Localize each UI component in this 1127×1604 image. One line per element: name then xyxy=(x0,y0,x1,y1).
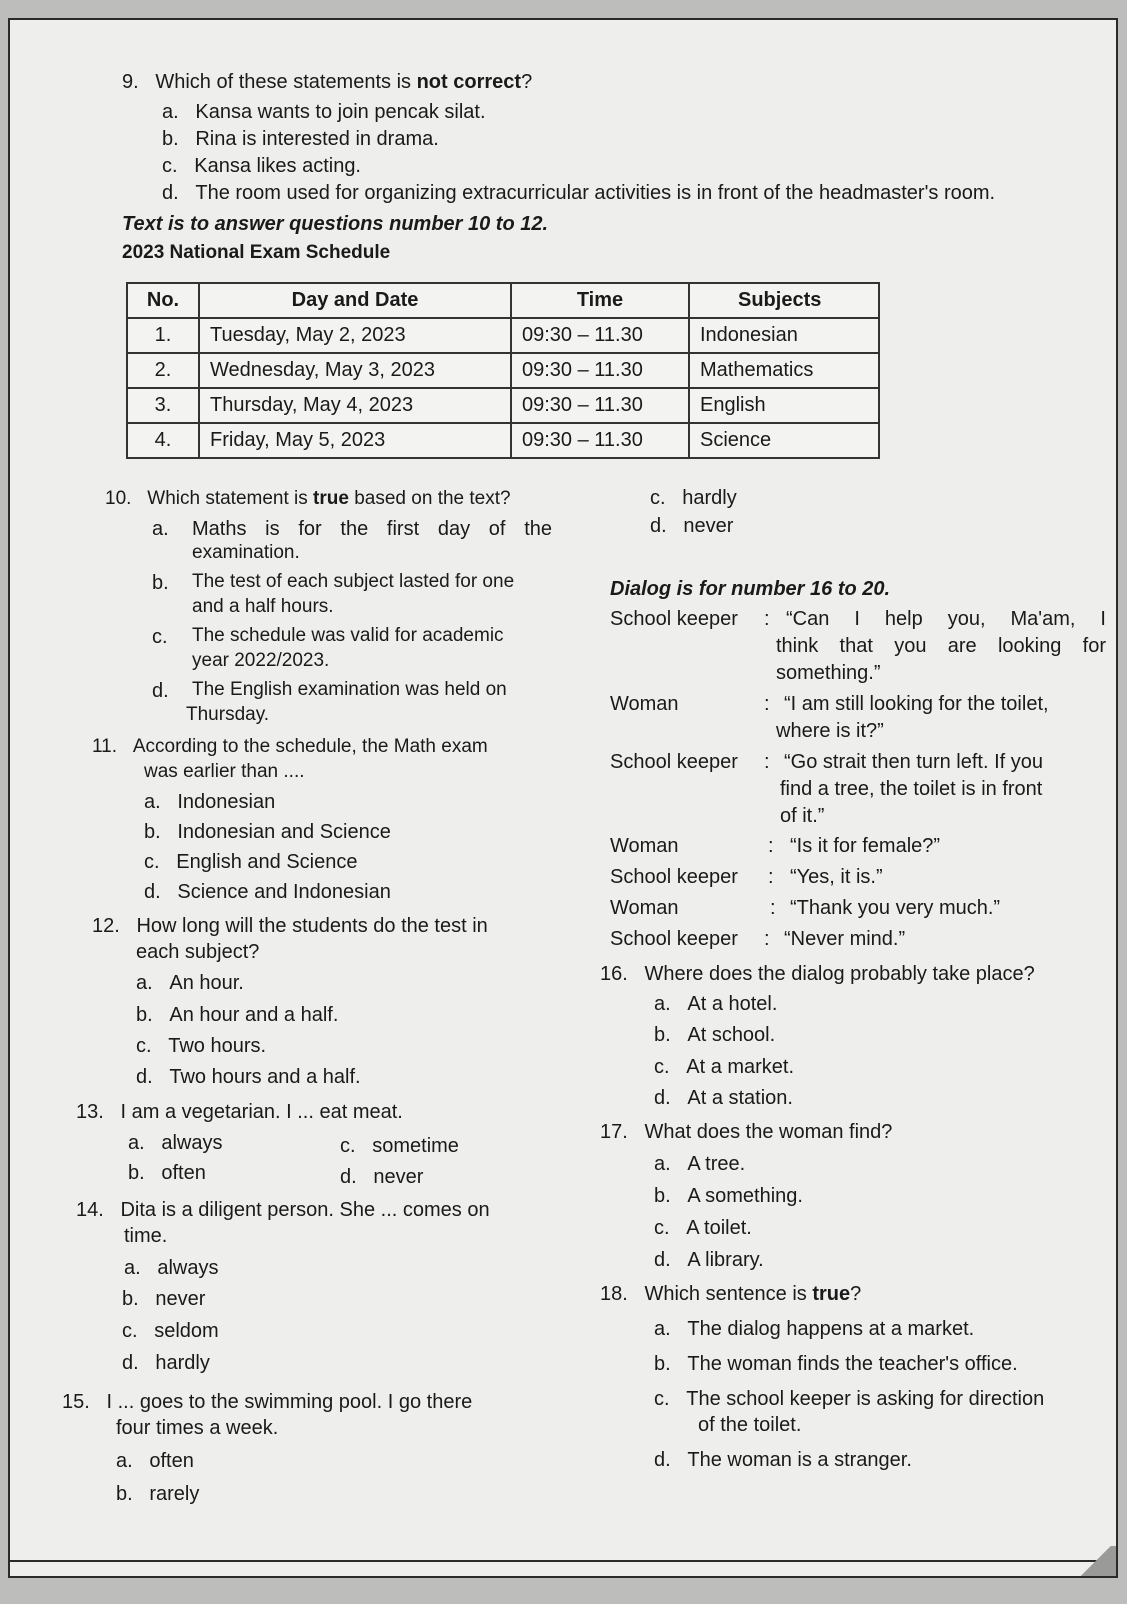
table-row xyxy=(127,423,879,458)
page-corner xyxy=(1076,1546,1116,1576)
table-row xyxy=(127,388,879,423)
q12-stem-line2: each subject? xyxy=(136,941,260,963)
header-subjects: Subjects xyxy=(689,283,879,318)
table-row xyxy=(127,318,879,353)
q9-option-c: c. Kansa likes acting. xyxy=(162,155,361,177)
header-time: Time xyxy=(511,283,689,318)
dialog-sep: : xyxy=(768,866,774,888)
q18-option-d: d. The woman is a stranger. xyxy=(654,1449,912,1471)
cell-time: 09:30 – 11.30 xyxy=(511,318,689,353)
q11-stem-line2: was earlier than .... xyxy=(144,761,305,782)
dialog-speaker: School keeper xyxy=(610,608,738,630)
q13-option-d: d. never xyxy=(340,1166,424,1188)
cell-subject: English xyxy=(689,388,879,423)
q10-option-c-letter: c. xyxy=(152,626,168,648)
q15-option-c: c. hardly xyxy=(650,487,737,509)
cell-subject: Mathematics xyxy=(689,353,879,388)
cell-no: 3. xyxy=(127,388,199,423)
q17-option-a: a. A tree. xyxy=(654,1153,746,1175)
q16-option-c: c. At a market. xyxy=(654,1056,795,1078)
dialog-speaker: Woman xyxy=(610,835,679,857)
q13-stem: 13. I am a vegetarian. I ... eat meat. xyxy=(76,1101,403,1123)
exam-schedule-table xyxy=(126,282,880,459)
cell-subject: Science xyxy=(689,423,879,458)
q17-option-d: d. A library. xyxy=(654,1249,764,1271)
q13-option-a: a. always xyxy=(128,1132,223,1154)
dialog-sep: : xyxy=(764,928,770,950)
q14-option-d: d. hardly xyxy=(122,1352,210,1374)
dialog-speaker: Woman xyxy=(610,897,679,919)
q10-option-b-letter: b. xyxy=(152,572,169,594)
q16-option-b: b. At school. xyxy=(654,1024,776,1046)
q13-option-b: b. often xyxy=(128,1162,206,1184)
dialog-line: “Go strait then turn left. If you xyxy=(784,751,1044,773)
q10-option-b-line2: and a half hours. xyxy=(192,596,334,617)
dialog-line: “Can I help you, Ma'am, I xyxy=(786,608,1106,630)
q14-stem-line2: time. xyxy=(124,1225,168,1247)
cell-day: Tuesday, May 2, 2023 xyxy=(199,318,511,353)
q12-stem-line1: 12. How long will the students do the test in xyxy=(92,915,488,937)
cell-subject: Indonesian xyxy=(689,318,879,353)
dialog-line: find a tree, the toilet is in front xyxy=(780,778,1043,800)
q17-option-b: b. A something. xyxy=(654,1185,803,1207)
q15-option-a: a. often xyxy=(116,1450,194,1472)
q18-option-c-line2: of the toilet. xyxy=(698,1414,802,1436)
q10-option-a-letter: a. xyxy=(152,518,169,540)
q14-stem-line1: 14. Dita is a diligent person. She ... comes on xyxy=(76,1199,490,1221)
q15-option-d: d. never xyxy=(650,515,734,537)
q9-option-b: b. Rina is interested in drama. xyxy=(162,128,439,150)
dialog-line: of it.” xyxy=(780,805,825,827)
cell-no: 1. xyxy=(127,318,199,353)
dialog-speaker: School keeper xyxy=(610,751,738,773)
dialog-line: “Thank you very much.” xyxy=(790,897,1001,919)
q18-option-a: a. The dialog happens at a market. xyxy=(654,1318,975,1340)
q12-option-c: c. Two hours. xyxy=(136,1035,267,1057)
q10-option-c-line1: The schedule was valid for academic xyxy=(192,625,504,646)
dialog-speaker: School keeper xyxy=(610,928,738,950)
dialog-line: “Never mind.” xyxy=(784,928,906,950)
q10-option-d-letter: d. xyxy=(152,680,169,702)
dialog-line: where is it?” xyxy=(776,720,884,742)
dialog-line: think that you are looking for xyxy=(776,635,1106,657)
dialog-line: something.” xyxy=(776,662,881,684)
q13-option-c: c. sometime xyxy=(340,1135,459,1157)
cell-time: 09:30 – 11.30 xyxy=(511,423,689,458)
q14-option-a: a. always xyxy=(124,1257,219,1279)
header-day: Day and Date xyxy=(199,283,511,318)
q10-option-a-line1: Maths is for the first day of the xyxy=(192,518,552,540)
q15-stem-line2: four times a week. xyxy=(116,1417,279,1439)
q11-stem-line1: 11. According to the schedule, the Math exam xyxy=(92,736,488,757)
exam-paper xyxy=(8,18,1118,1578)
q16-option-d: d. At a station. xyxy=(654,1087,793,1109)
dialog-speaker: School keeper xyxy=(610,866,738,888)
dialog-speaker: Woman xyxy=(610,693,679,715)
dialog-sep: : xyxy=(764,608,770,630)
cell-time: 09:30 – 11.30 xyxy=(511,388,689,423)
dialog-sep: : xyxy=(764,751,770,773)
q17-option-c: c. A toilet. xyxy=(654,1217,752,1239)
cell-day: Friday, May 5, 2023 xyxy=(199,423,511,458)
cell-time: 09:30 – 11.30 xyxy=(511,353,689,388)
table-header-row xyxy=(127,283,879,318)
q11-option-d: d. Science and Indonesian xyxy=(144,881,391,903)
text-intro: Text is to answer questions number 10 to 12. xyxy=(122,213,549,235)
q11-option-a: a. Indonesian xyxy=(144,791,276,813)
q16-option-a: a. At a hotel. xyxy=(654,993,778,1015)
bottom-rule xyxy=(10,1560,1116,1562)
q10-option-d-line2: Thursday. xyxy=(186,704,270,725)
q18-stem: 18. Which sentence is true? xyxy=(600,1283,862,1305)
cell-day: Wednesday, May 3, 2023 xyxy=(199,353,511,388)
dialog-line: “I am still looking for the toilet, xyxy=(784,693,1049,715)
schedule-title: 2023 National Exam Schedule xyxy=(122,242,391,263)
q9-option-a: a. Kansa wants to join pencak silat. xyxy=(162,101,486,123)
q15-option-b: b. rarely xyxy=(116,1483,200,1505)
dialog-intro: Dialog is for number 16 to 20. xyxy=(610,578,891,600)
cell-day: Thursday, May 4, 2023 xyxy=(199,388,511,423)
q10-option-b-line1: The test of each subject lasted for one xyxy=(192,571,515,592)
q9-stem: 9. Which of these statements is not correct? xyxy=(122,71,533,93)
q9-option-d: d. The room used for organizing extracurricular activities is in front of the headmaster's room. xyxy=(162,182,996,204)
dialog-sep: : xyxy=(768,835,774,857)
q14-option-b: b. never xyxy=(122,1288,206,1310)
table-row xyxy=(127,353,879,388)
header-no: No. xyxy=(127,283,199,318)
q15-stem-line1: 15. I ... goes to the swimming pool. I go there xyxy=(62,1391,473,1413)
dialog-sep: : xyxy=(770,897,776,919)
q10-stem: 10. Which statement is true based on the text? xyxy=(105,488,511,509)
cell-no: 4. xyxy=(127,423,199,458)
dialog-line: “Is it for female?” xyxy=(790,835,941,857)
q11-option-b: b. Indonesian and Science xyxy=(144,821,391,843)
q14-option-c: c. seldom xyxy=(122,1320,219,1342)
dialog-sep: : xyxy=(764,693,770,715)
q12-option-b: b. An hour and a half. xyxy=(136,1004,339,1026)
q10-option-c-line2: year 2022/2023. xyxy=(192,650,330,671)
dialog-line: “Yes, it is.” xyxy=(790,866,883,888)
q18-option-b: b. The woman finds the teacher's office. xyxy=(654,1353,1018,1375)
q12-option-d: d. Two hours and a half. xyxy=(136,1066,361,1088)
q16-stem: 16. Where does the dialog probably take place? xyxy=(600,963,1035,985)
q17-stem: 17. What does the woman find? xyxy=(600,1121,893,1143)
q18-option-c-line1: c. The school keeper is asking for direction xyxy=(654,1388,1045,1410)
q10-option-a-line2: examination. xyxy=(192,542,300,563)
q10-option-d-line1: The English examination was held on xyxy=(192,679,507,700)
cell-no: 2. xyxy=(127,353,199,388)
q12-option-a: a. An hour. xyxy=(136,972,244,994)
q11-option-c: c. English and Science xyxy=(144,851,358,873)
